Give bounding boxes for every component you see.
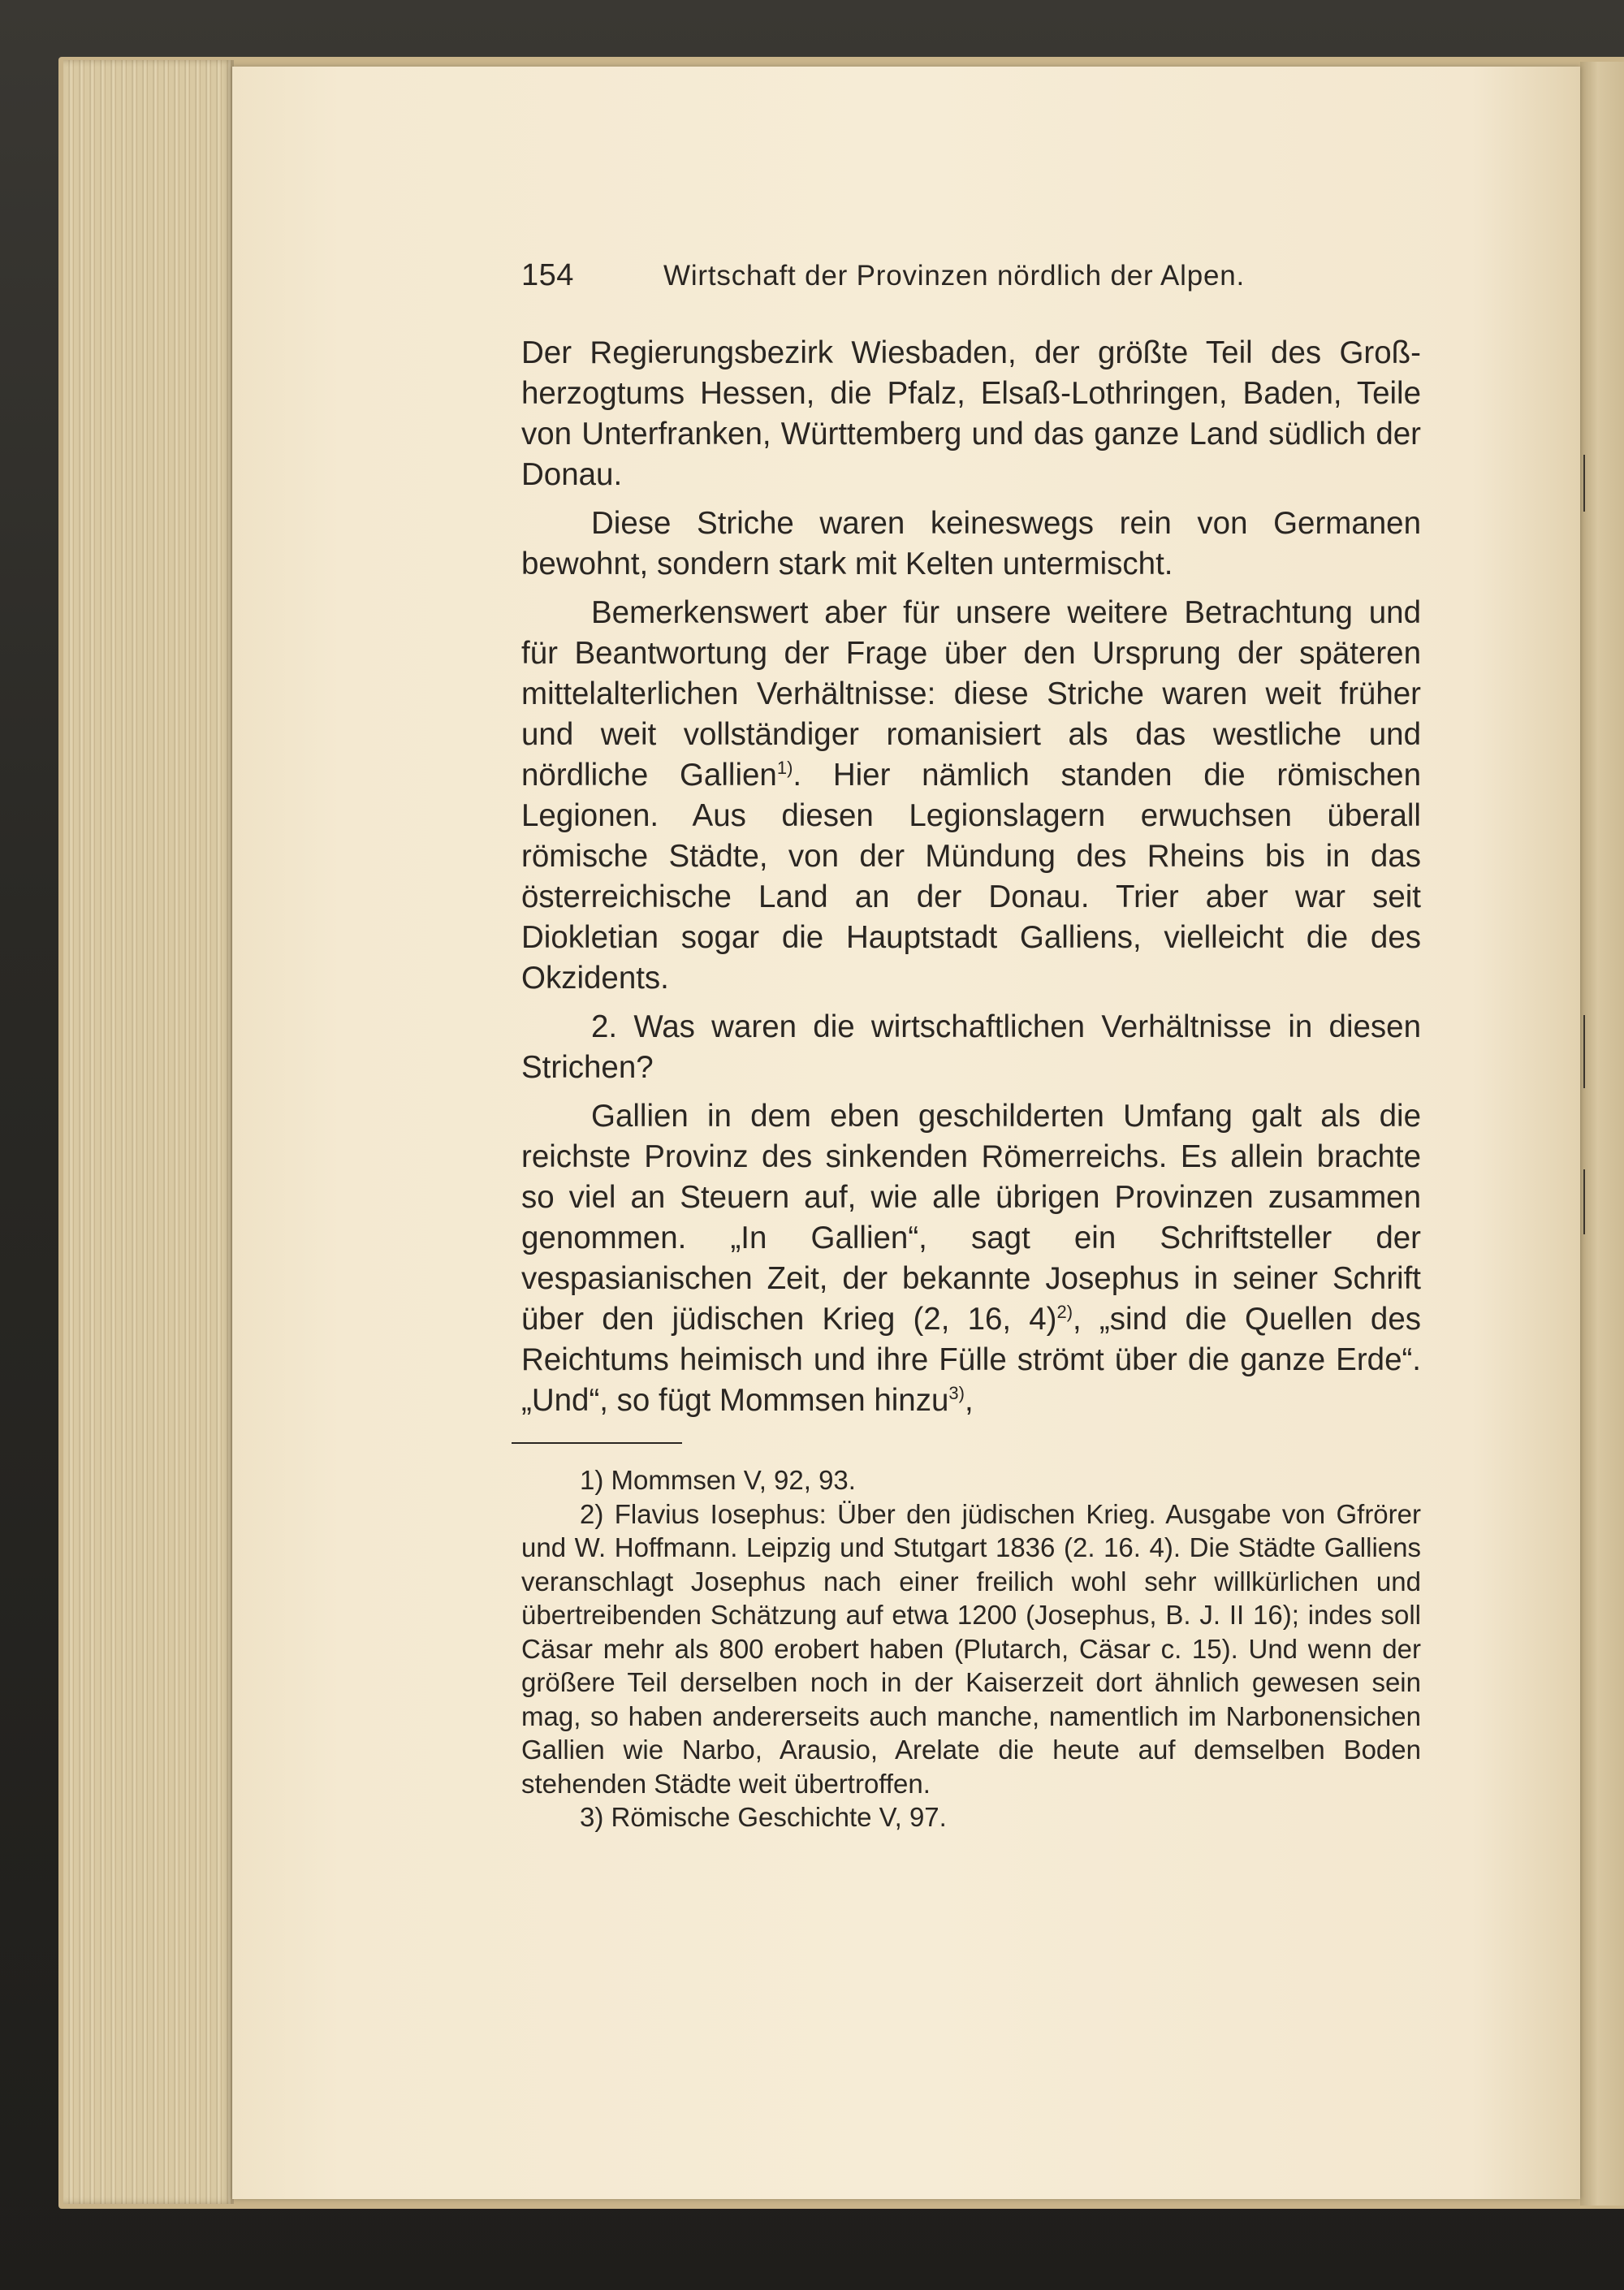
page-content	[521, 258, 1421, 1834]
running-header	[521, 258, 1421, 299]
footnote-rule	[512, 1442, 682, 1444]
main-text	[521, 333, 1421, 1421]
paragraph-text: Bemerkenswert aber für unsere weitere Betrachtung und für Beantwortung der Frage über den Ursprung der späteren mittelalterlichen Verhältnisse: diese Striche waren weit früher und weit vollständiger romanisiert als das westliche und nördliche Gallien	[521, 595, 1421, 793]
footnote: 1) Mommsen V, 92, 93.	[580, 1465, 856, 1495]
paragraph-text: ,	[964, 1383, 974, 1418]
paragraph: Diese Striche waren keineswegs rein von Germanen bewohnt, sondern stark mit Kelten untermischt.	[521, 506, 1421, 581]
footnote: 2) Flavius Iosephus: Über den jüdischen Krieg. Ausgabe von Gfrörer und W. Hoffmann. Leipzig und Stutgart 1836 (2. 16. 4). Die Städte Galliens veranschlagt Josephus nach einer freilich wohl sehr willkürlichen und übertreibenden Schätzung auf etwa 1200 (Josephus, B. J. II 16); indes soll Cäsar mehr als 800 erobert haben (Plutarch, Cäsar c. 15). Und wenn der größere Teil derselben noch in der Kaiserzeit dort ähnlich gewesen sein mag, so haben andererseits auch manche, namentlich im Narbonensichen Gallien wie Narbo, Arausio, Arelate die heute auf demselben Boden stehenden Städte weit übertroffen.	[521, 1498, 1421, 1799]
footnotes	[521, 1463, 1421, 1834]
running-title: Wirtschaft der Provinzen nördlich der Alpen.	[663, 260, 1246, 292]
page-number: 154	[521, 258, 574, 292]
footnote-ref: 3)	[948, 1383, 965, 1403]
margin-mark	[1583, 1015, 1585, 1088]
footnote-ref: 2)	[1056, 1302, 1073, 1322]
paragraph-text: , „sind die Quellen des Reichtums heimisch und ihre Fülle strömt über die ganze Erde“. „Und“, so fügt Mommsen hinzu	[521, 1302, 1421, 1418]
paragraph-text: . Hier nämlich standen die römischen Legionen. Aus diesen Legionslagern erwuchsen überall römische Städte, von der Mündung des Rheins bis in das österreichische Land an der Donau. Trier aber war seit Diokletian sogar die Hauptstadt Galliens, vielleicht die des Okzidents.	[521, 758, 1421, 996]
paragraph: Der Regierungsbezirk Wiesbaden, der größte Teil des Großherzogtums Hessen, die Pfalz, Elsaß-Lothringen, Baden, Teile von Unterfranken, Württemberg und das ganze Land südlich der Donau.	[521, 335, 1421, 492]
margin-mark	[1583, 1169, 1585, 1234]
footnote-ref: 1)	[776, 758, 793, 778]
page-stack	[63, 60, 234, 2204]
paragraph-text: Gallien in dem eben geschilderten Umfang galt als die reichste Provinz des sinkenden Römerreichs. Es allein brachte so viel an Steuern auf, wie alle übrigen Provinzen zusammen genommen. „In Gallien“, sagt ein Schriftsteller der vespasianischen Zeit, der bekannte Josephus in seiner Schrift über den jüdischen Krieg (2, 16, 4)	[521, 1099, 1421, 1337]
paragraph: 2. Was waren die wirtschaftlichen Verhältnisse in diesen Strichen?	[521, 1009, 1421, 1085]
facing-page-edge	[1580, 62, 1624, 2206]
paragraph	[521, 1096, 1421, 1421]
paragraph	[521, 593, 1421, 999]
margin-mark	[1583, 455, 1585, 512]
footnote: 3) Römische Geschichte V, 97.	[580, 1802, 947, 1832]
